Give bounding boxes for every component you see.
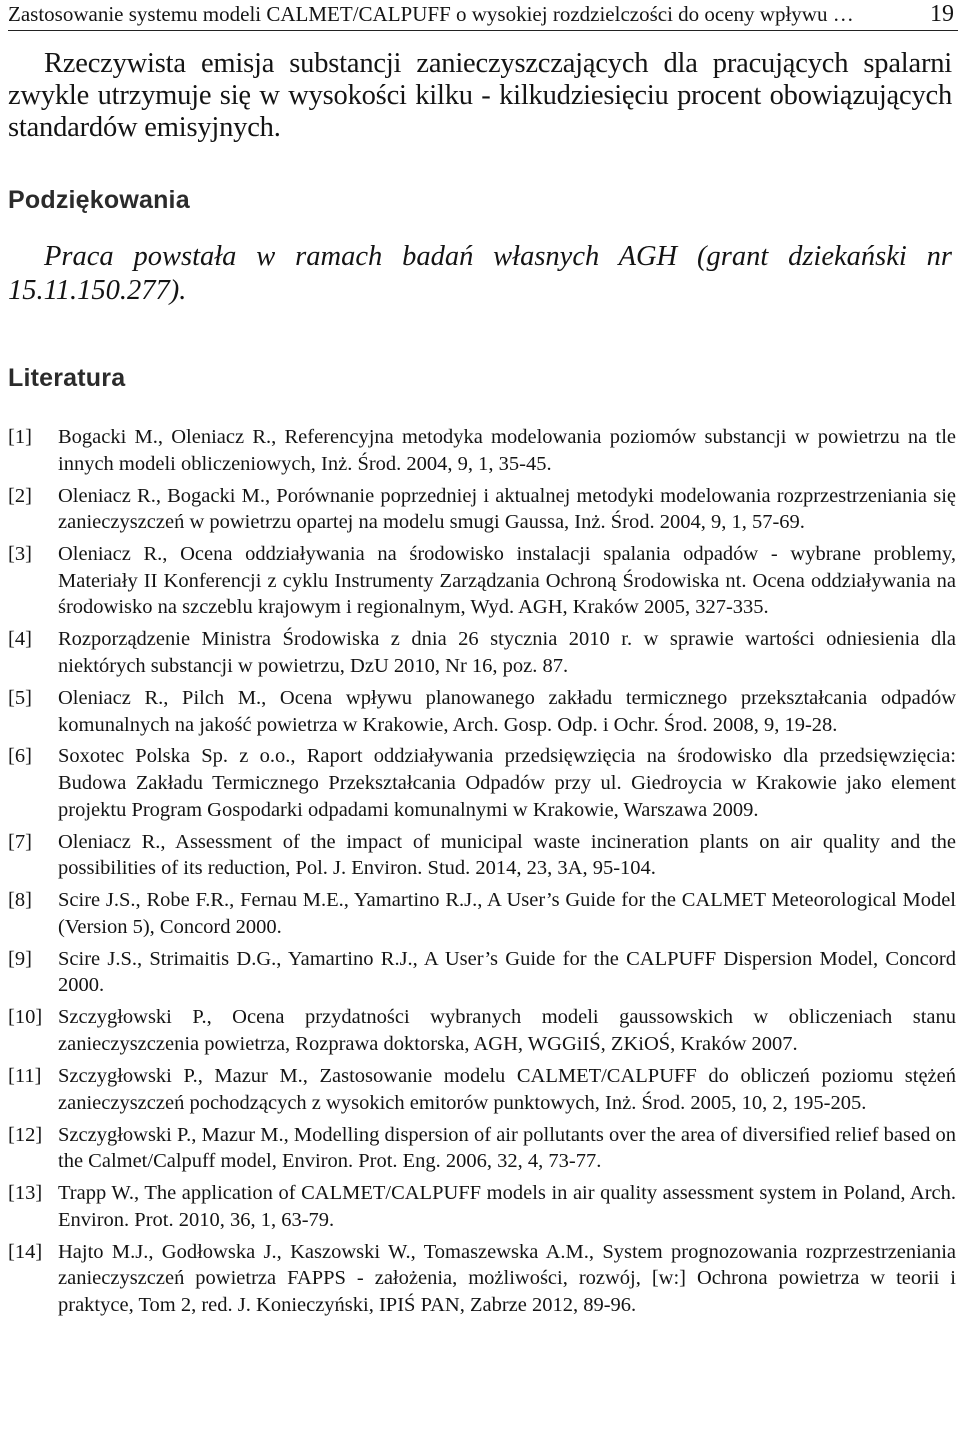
reference-text: Szczygłowski P., Mazur M., Zastosowanie modelu CALMET/CALPUFF do obliczeń poziomu stężeń zanieczyszczeń pochodzących z wysokich emitorów punktowych, Inż. Środ. 2005, 10, 2, 195-205. [58,1064,956,1114]
page-number: 19 [930,1,954,27]
reference-text: Soxotec Polska Sp. z o.o., Raport oddziaływania przedsięwzięcia na środowisko dla przedsięwzięcia: Budowa Zakładu Termicznego Przekształcania Odpadów przy ul. Giedroycia w Krakowie jako element projektu Program Gospodarki odpadami komunalnymi w Krakowie, Warszawa 2009. [58,745,956,821]
reference-item [8,1180,956,1233]
reference-text: Szczygłowski P., Mazur M., Modelling dispersion of air pollutants over the area of diversified relief based on the Calmet/Calpuff model, Environ. Prot. Eng. 2006, 32, 4, 73-77. [58,1123,956,1173]
reference-text: Oleniacz R., Ocena oddziaływania na środowisko instalacji spalania odpadów - wybrane problemy, Materiały II Konferencji z cyklu Instrumenty Zarządzania Ochroną Środowiska nt. Ocena oddziaływania na środowisko na szczeblu krajowym i regionalnym, Wyd. AGH, Kraków 2005, 327-335. [58,543,956,619]
reference-item [8,424,956,477]
reference-text: Hajto M.J., Godłowska J., Kaszowski W., Tomaszewska A.M., System prognozowania rozprzestrzeniania zanieczyszczeń powietrza FAPPS - założenia, możliwości, rozwój, [w:] Ochrona powietrza w teorii i praktyce, Tom 2, red. J. Konieczyński, IPIŚ PAN, Zabrze 2012, 89-96. [58,1240,956,1316]
reference-text: Oleniacz R., Assessment of the impact of municipal waste incineration plants on air quality and the possibilities of its reduction, Pol. J. Environ. Stud. 2014, 23, 3A, 95-104. [58,830,956,880]
reference-text: Szczygłowski P., Ocena przydatności wybranych modeli gaussowskich w obliczeniach stanu zanieczyszczenia powietrza, Rozprawa doktorska, AGH, WGGiIŚ, ZKiOŚ, Kraków 2007. [58,1006,956,1055]
reference-number: [1] [8,426,32,448]
reference-item [8,626,956,679]
reference-text: Scire J.S., Robe F.R., Fernau M.E., Yamartino R.J., A User’s Guide for the CALMET Meteorological Model (Version 5), Concord 2000. [58,889,956,938]
reference-item [8,541,956,621]
reference-text: Scire J.S., Strimaitis D.G., Yamartino R.J., A User’s Guide for the CALPUFF Dispersion Model, Concord 2000. [58,947,956,997]
reference-item [8,946,956,999]
references-heading: Literatura [8,364,126,392]
running-header [8,0,958,31]
reference-number: [6] [8,745,32,768]
reference-number: [5] [8,686,32,709]
reference-number: [13] [8,1182,43,1205]
reference-item [8,1004,956,1057]
reference-number: [12] [8,1123,43,1146]
reference-text: Bogacki M., Oleniacz R., Referencyjna metodyka modelowania poziomów substancji w powietrzu na tle innych modeli obliczeniowych, Inż. Środ. 2004, 9, 1, 35-45. [58,426,956,475]
reference-text: Trapp W., The application of CALMET/CALPUFF models in air quality assessment system in Poland, Arch. Environ. Prot. 2010, 36, 1, 63-79. [58,1182,956,1231]
acknowledgements-heading: Podziękowania [8,186,190,214]
reference-item [8,743,956,823]
reference-number: [10] [8,1006,43,1029]
running-title: Zastosowanie systemu modeli CALMET/CALPUFF o wysokiej rozdzielczości do oceny wpływu … [8,2,854,26]
reference-number: [9] [8,947,32,970]
reference-text: Oleniacz R., Bogacki M., Porównanie poprzedniej i aktualnej metodyki modelowania rozprzestrzeniania się zanieczyszczeń w powietrzu opartej na modelu smugi Gaussa, Inż. Środ. 2004, 9, 1, 57-69. [58,484,956,534]
reference-number: [3] [8,543,32,566]
reference-number: [11] [8,1064,42,1087]
reference-item [8,1063,956,1116]
reference-item [8,829,956,882]
reference-number: [2] [8,484,32,507]
reference-item [8,483,956,536]
reference-text: Rozporządzenie Ministra Środowiska z dnia 26 stycznia 2010 r. w sprawie wartości odniesienia dla niektórych substancji w powietrzu, DzU 2010, Nr 16, poz. 87. [58,628,956,677]
reference-number: [8] [8,889,32,912]
reference-text: Oleniacz R., Pilch M., Ocena wpływu planowanego zakładu termicznego przekształcania odpadów komunalnych na jakość powietrza w Krakowie, Arch. Gosp. Odp. i Ochr. Środ. 2008, 9, 19-28. [58,686,956,736]
reference-number: [4] [8,628,32,651]
reference-item [8,1122,956,1175]
acknowledgements-text: Praca powstała w ramach badań własnych AGH (grant dziekański nr 15.11.150.277). [8,241,952,306]
reference-item [8,887,956,940]
reference-item [8,685,956,738]
intro-paragraph: Rzeczywista emisja substancji zanieczyszczających dla pracujących spalarni zwykle utrzymuje się w wysokości kilku - kilkudziesięciu procent obowiązujących standardów emisyjnych. [8,48,952,143]
reference-list [8,424,956,1324]
reference-number: [14] [8,1240,43,1263]
reference-number: [7] [8,830,32,853]
reference-item [8,1239,956,1319]
